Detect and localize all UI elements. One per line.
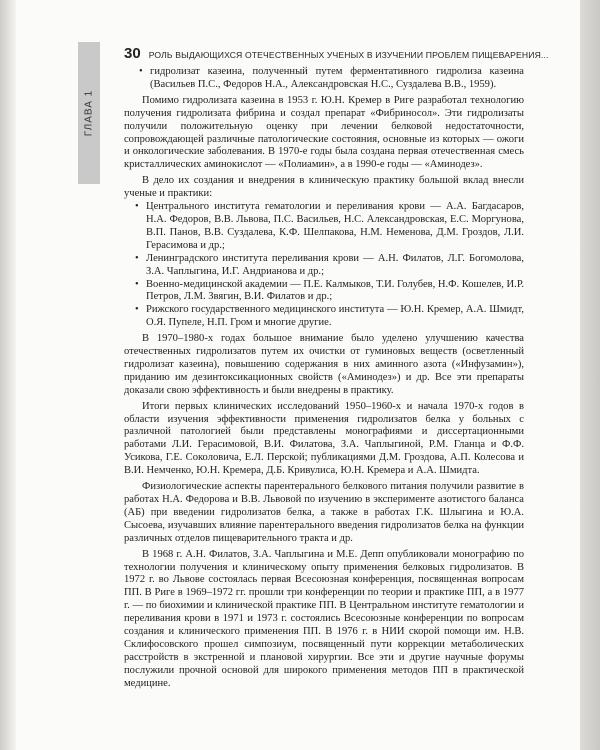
paragraph-contributors: В дело их создания и внедрения в клиническую практику большой вклад внесли ученые и практики: [124, 175, 524, 200]
paragraph-1970s: В 1970–1980-х годах большое внимание было уделено улучшению качества отечественных гидролизатов путем их очистки от гуминовых веществ (осветленный гидролизат казеина), повышению содержания в них аминного азота («Инфузамин»), приданию им дезинтоксикационных свойств («Аминодез») и др. Все эти препараты доказали свою эффективность и были внедрены в практику. [124, 333, 524, 396]
paragraph-kremer: Помимо гидролизата казеина в 1953 г. Ю.Н. Кремер в Риге разработал технологию получения гидролизата фибрина и создал препарат «Фибриносол». Эти гидролизаты получили положительную оценку при лечении белковой недостаточности, сопровождающей различные патологические состояния, основные из которых — ожоги и онкологические заболевания. В 1970-е годы была создана первая отечественная смесь кристаллических аминокислот — «Полиамин», а в 1990-е годы — «Аминодез». [124, 94, 524, 171]
list-item: • гидролизат казеина, полученный путем ферментативного гидролиза казеина (Васильев П.С., Федоров Н.А., Александровская Н.С., Суздалева В.В., 1959). [124, 66, 524, 92]
list-item: • Военно-медицинской академии — П.Е. Калмыков, Т.И. Голубев, Н.Ф. Кошелев, И.Р. Петров, Л.М. Звягин, В.И. Филатов и др.; [124, 279, 524, 305]
list-item: • Центрального института гематологии и переливания крови — А.А. Багдасаров, Н.А. Федоров, В.В. Львова, П.С. Васильев, Н.С. Александровская, Е.С. Моргунова, В.П. Панов, В.В. Суздалева, К.Ф. Шелпакова, Н.М. Неменова, Д.М. Гроздов, Л.И. Герасимова и др.; [124, 201, 524, 253]
page-number: 30 [124, 45, 141, 62]
list-item: • Рижского государственного медицинского института — Ю.Н. Кремер, А.А. Шмидт, О.Я. Пупеле, Н.П. Гром и многие другие. [124, 304, 524, 330]
chapter-label: ГЛАВА 1 [83, 89, 95, 137]
body-text [124, 66, 524, 691]
paragraph-results: Итоги первых клинических исследований 1950–1960-х и начала 1970-х годов в области изучения эффективности применения гидролизатов белка у больных с различной патологией были представлены монографиями и диссертационными работами Л.И. Герасимовой, В.И. Филатова, З.А. Чаплыгиной, Р.М. Гланца и Ф.Ф. Усикова, Г.Е. Соколовича, Е.Л. Перской; публикациями Д.М. Гроздова, А.П. Колесова и В.И. Немченко, Ю.Н. Кремера, Д.Б. Кривулиса, Ю.Н. Кремера и А.А. Шмидта. [124, 400, 524, 477]
list-item: • Ленинградского института переливания крови — А.Н. Филатов, Л.Г. Богомолова, З.А. Чаплыгина, И.Г. Андрианова и др.; [124, 253, 524, 279]
running-header [124, 45, 549, 65]
chapter-side-tab [78, 42, 100, 184]
page-edge [580, 0, 600, 750]
institutes-list [124, 201, 524, 330]
book-spine-shadow [0, 0, 16, 750]
continued-list [124, 66, 524, 92]
running-title: РОЛЬ ВЫДАЮЩИХСЯ ОТЕЧЕСТВЕННЫХ УЧЕНЫХ В ИЗУЧЕНИИ ПРОБЛЕМ ПИЩЕВАРЕНИЯ... [148, 50, 549, 60]
paragraph-physiology: Физиологические аспекты парентерального белкового питания получили развитие в работах Н.А. Федорова и В.В. Львовой по изучению в эксперименте азотистого баланса (АБ) при введении гидролизатов белка, а также в работах Г.К. Шлыгина и Ю.А. Сысоева, изучавших влияние парентерального введения гидролизатов белка на функции различных отделов пищеварительного тракта и др. [124, 481, 524, 544]
paragraph-1968: В 1968 г. А.Н. Филатов, З.А. Чаплыгина и М.Е. Депп опубликовали монографию по технологии получения и клиническому опыту применения белковых гидролизатов. В 1972 г. во Львове состоялась первая Всесоюзная конференция, посвященная вопросам ПП. В Риге в 1969–1972 гг. прошли три конференции по теории и практике ПП, а в 1977 г. — по биохимии и клинической практике ПП. В Центральном институте гематологии и переливания крови в 1971 и 1973 г. состоялись Всесоюзные конференции по вопросам создания и клинического применения ПП. В 1976 г. в НИИ скорой помощи им. Н.В. Склифосовского прошел симпозиум, посвященный пути коррекции метаболических расстройств в экстренной и плановой хирургии. Все эти и другие научные форумы послужили прочной основой для широкого применения методов ПП в практической медицине. [124, 548, 524, 689]
